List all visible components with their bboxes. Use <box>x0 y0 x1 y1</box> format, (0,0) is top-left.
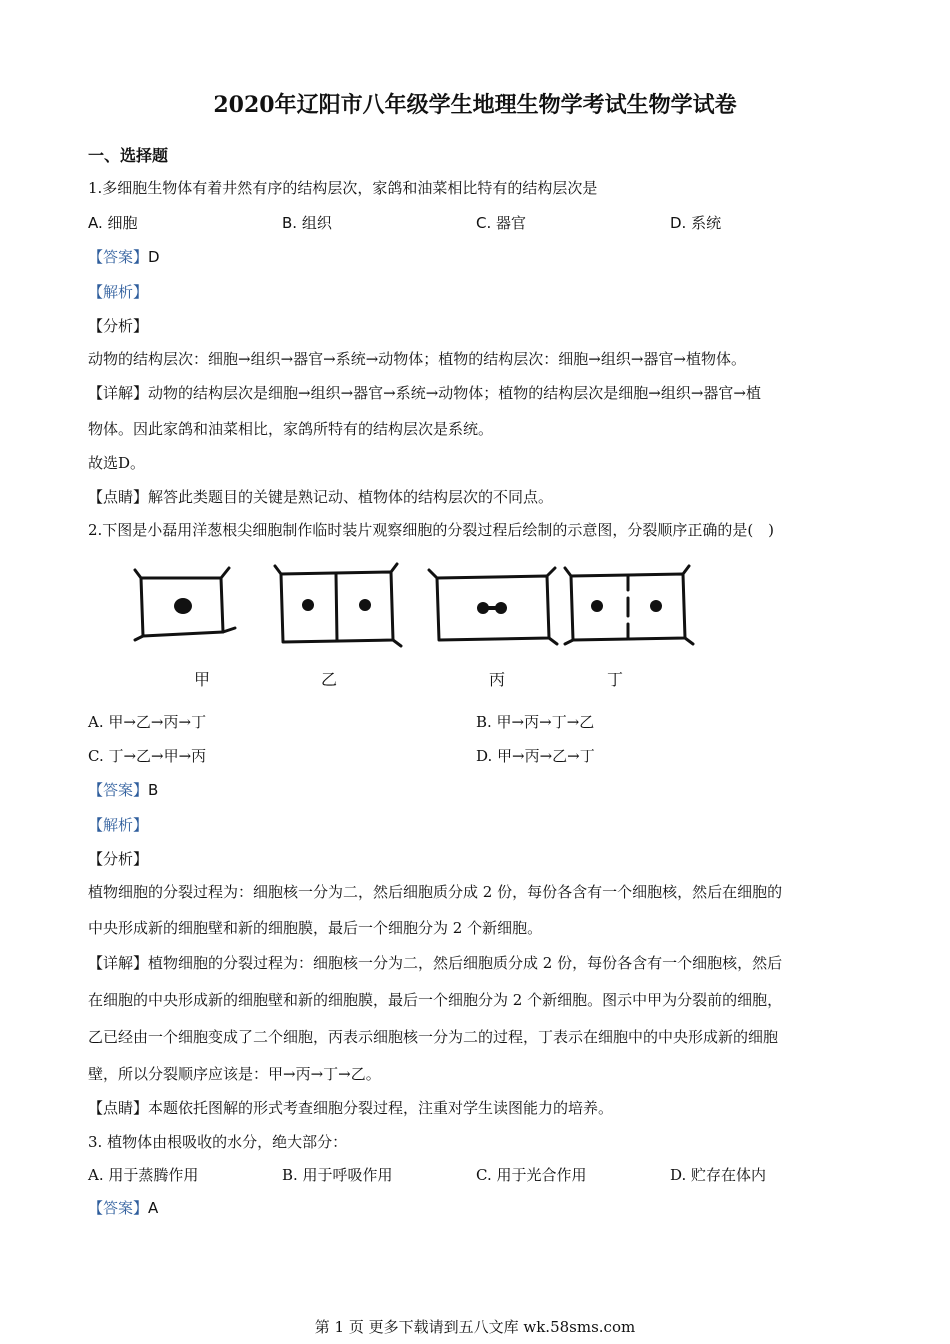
figure-label-jia: 甲 <box>194 670 211 689</box>
answer-value: B <box>148 781 159 799</box>
q2-stem: 2.下图是小磊用洋葱根尖细胞制作临时装片观察细胞的分裂过程后绘制的示意图，分裂顺序正确的是( ) <box>88 521 775 539</box>
q2-xiangjie-line2: 在细胞的中央形成新的细胞壁和新的细胞膜，最后一个细胞分为 2 个新细胞。图示中甲为分裂前的细胞， <box>88 991 783 1009</box>
figure-label-bing: 丙 <box>489 670 506 689</box>
nucleus-ding-right <box>650 600 662 612</box>
q1-answer <box>88 247 160 267</box>
q2-fenxi-line1: 植物细胞的分裂过程为：细胞核一分为二，然后细胞质分成 2 份，每份各含有一个细胞核，然后在细胞的 <box>88 883 783 901</box>
q1-jiexi-tag: 【解析】 <box>88 283 149 301</box>
q2-xiangjie-line1: 【详解】植物细胞的分裂过程为：细胞核一分为二，然后细胞质分成 2 份，每份各含有一个细胞核，然后 <box>88 954 783 972</box>
cell-division-figure <box>125 562 700 657</box>
q3-option-b: B. 用于呼吸作用 <box>282 1166 393 1184</box>
figure-label-ding: 丁 <box>607 670 624 689</box>
q3-stem: 3. 植物体由根吸收的水分，绝大部分： <box>88 1133 348 1151</box>
answer-value: A <box>148 1199 159 1217</box>
nucleus-yi-left <box>302 599 314 611</box>
q3-option-a: A. 用于蒸腾作用 <box>88 1166 199 1184</box>
q1-option-d: D. 系统 <box>670 214 722 232</box>
answer-tag: 【答案】 <box>88 781 149 799</box>
q2-fenxi-line2: 中央形成新的细胞壁和新的细胞膜，最后一个细胞分为 2 个新细胞。 <box>88 919 543 937</box>
q2-fenxi-tag: 【分析】 <box>88 850 149 868</box>
q1-option-b: B. 组织 <box>282 214 332 232</box>
q1-stem: 1.多细胞生物体有着井然有序的结构层次，家鸽和油菜相比特有的结构层次是 <box>88 179 598 197</box>
q2-xiangjie-line3: 乙已经由一个细胞变成了二个细胞，丙表示细胞核一分为二的过程，丁表示在细胞中的中央形成新的细胞 <box>88 1028 779 1046</box>
q1-option-c: C. 器官 <box>476 214 527 232</box>
q2-jiexi-tag: 【解析】 <box>88 816 149 834</box>
page-title: 2020年辽阳市八年级学生地理生物学考试生物学试卷 <box>213 92 737 118</box>
cell-ding <box>565 566 693 644</box>
nucleus-ding-left <box>591 600 603 612</box>
q1-option-a: A. 细胞 <box>88 214 138 232</box>
answer-tag: 【答案】 <box>88 248 149 266</box>
q3-option-c: C. 用于光合作用 <box>476 1166 587 1184</box>
q1-xiangjie-line2: 物体。因此家鸽和油菜相比，家鸽所特有的结构层次是系统。 <box>88 420 494 438</box>
q1-xiangjie-line1: 【详解】动物的结构层次是细胞→组织→器官→系统→动物体；植物的结构层次是细胞→组织→器官→植 <box>88 384 761 402</box>
answer-tag: 【答案】 <box>88 1199 149 1217</box>
section-heading: 一、选择题 <box>88 146 169 165</box>
q2-answer <box>88 780 158 800</box>
nucleus-jia <box>174 598 192 614</box>
q2-xiangjie-line4: 壁，所以分裂顺序应该是：甲→丙→丁→乙。 <box>88 1065 381 1083</box>
nucleus-yi-right <box>359 599 371 611</box>
answer-value: D <box>148 248 160 266</box>
q2-option-c: C. 丁→乙→甲→丙 <box>88 747 207 765</box>
q2-option-b: B. 甲→丙→丁→乙 <box>476 713 595 731</box>
q1-fenxi-text: 动物的结构层次：细胞→组织→器官→系统→动物体；植物的结构层次：细胞→组织→器官→植物体。 <box>88 350 746 368</box>
q3-option-d: D. 贮存在体内 <box>670 1166 767 1184</box>
q1-conclusion: 故选D。 <box>88 454 146 472</box>
q1-fenxi-tag: 【分析】 <box>88 317 149 335</box>
q2-option-d: D. 甲→丙→乙→丁 <box>476 747 595 765</box>
q2-dianjing: 【点睛】本题依托图解的形式考查细胞分裂过程，注重对学生读图能力的培养。 <box>88 1099 614 1117</box>
q2-option-a: A. 甲→乙→丙→丁 <box>88 713 207 731</box>
q3-answer <box>88 1198 158 1218</box>
cell-yi <box>275 564 401 646</box>
figure-label-yi: 乙 <box>321 670 338 689</box>
q1-dianjing: 【点睛】解答此类题目的关键是熟记动、植物体的结构层次的不同点。 <box>88 488 554 506</box>
page-footer: 第 1 页 更多下载请到五八文库 wk.58sms.com <box>314 1318 636 1336</box>
